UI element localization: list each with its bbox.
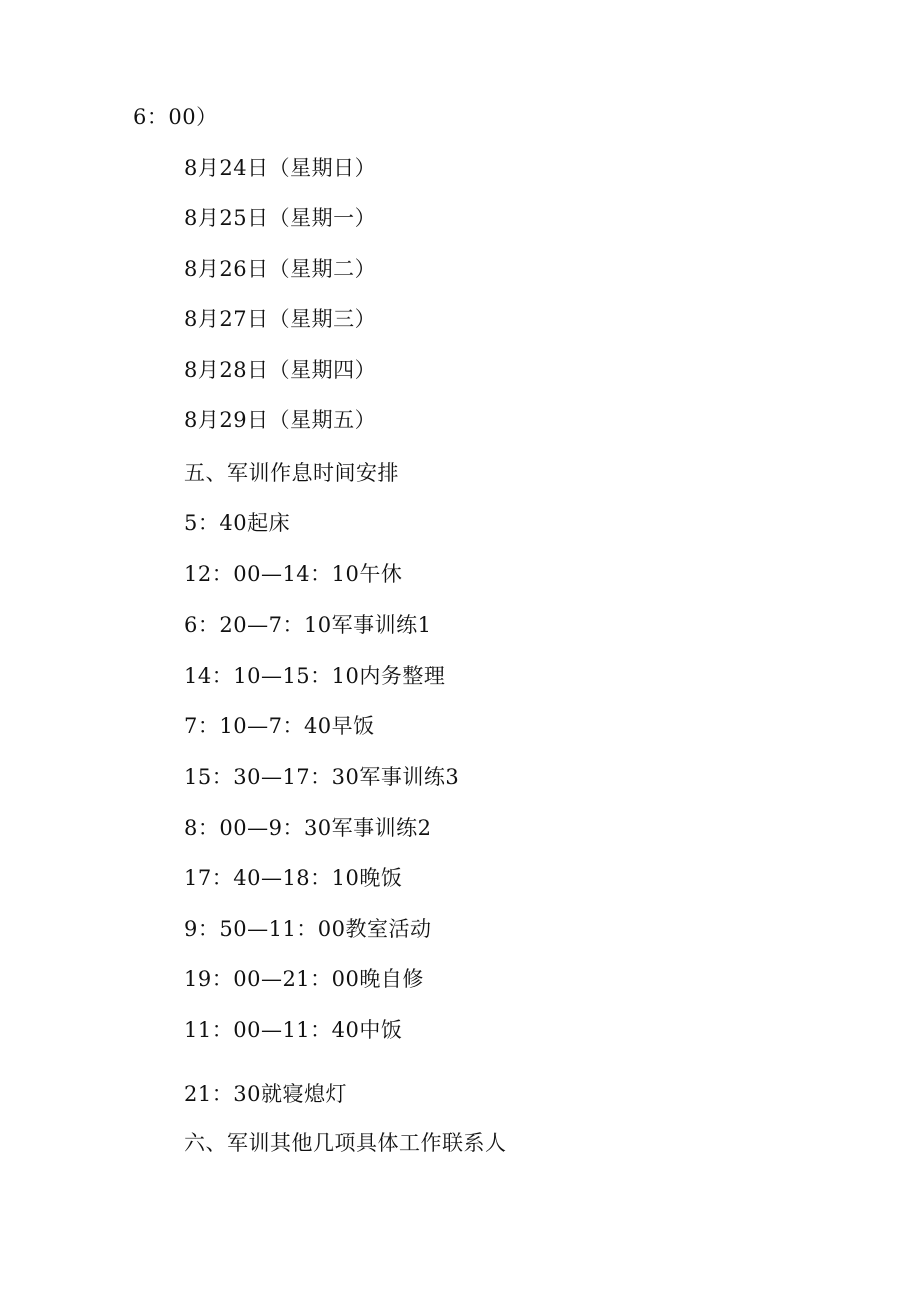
date-line-aug-28: 8月28日（星期四） bbox=[184, 358, 377, 382]
schedule-item: 12：00—14：10午休 bbox=[184, 562, 403, 586]
schedule-item: 7：10—7：40早饭 bbox=[184, 714, 375, 738]
time-fragment-line: 6：00） bbox=[133, 105, 218, 129]
date-line-aug-29: 8月29日（星期五） bbox=[184, 408, 377, 432]
section-heading-contacts: 六、军训其他几项具体工作联系人 bbox=[184, 1131, 507, 1155]
schedule-item: 8：00—9：30军事训练2 bbox=[184, 816, 432, 840]
schedule-item: 19：00—21：00晚自修 bbox=[184, 967, 424, 991]
section-heading-schedule: 五、军训作息时间安排 bbox=[184, 461, 399, 485]
date-line-aug-26: 8月26日（星期二） bbox=[184, 257, 377, 281]
date-line-aug-24: 8月24日（星期日） bbox=[184, 156, 377, 180]
schedule-item: 15：30—17：30军事训练3 bbox=[184, 765, 460, 789]
date-line-aug-27: 8月27日（星期三） bbox=[184, 307, 377, 331]
date-line-aug-25: 8月25日（星期一） bbox=[184, 206, 377, 230]
schedule-item: 21：30就寝熄灯 bbox=[184, 1082, 347, 1106]
schedule-item: 14：10—15：10内务整理 bbox=[184, 664, 446, 688]
schedule-item: 17：40—18：10晚饭 bbox=[184, 866, 403, 890]
schedule-item: 11：00—11：40中饭 bbox=[184, 1018, 403, 1042]
schedule-item: 5：40起床 bbox=[184, 511, 291, 535]
schedule-item: 9：50—11：00教室活动 bbox=[184, 917, 432, 941]
schedule-item: 6：20—7：10军事训练1 bbox=[184, 613, 432, 637]
